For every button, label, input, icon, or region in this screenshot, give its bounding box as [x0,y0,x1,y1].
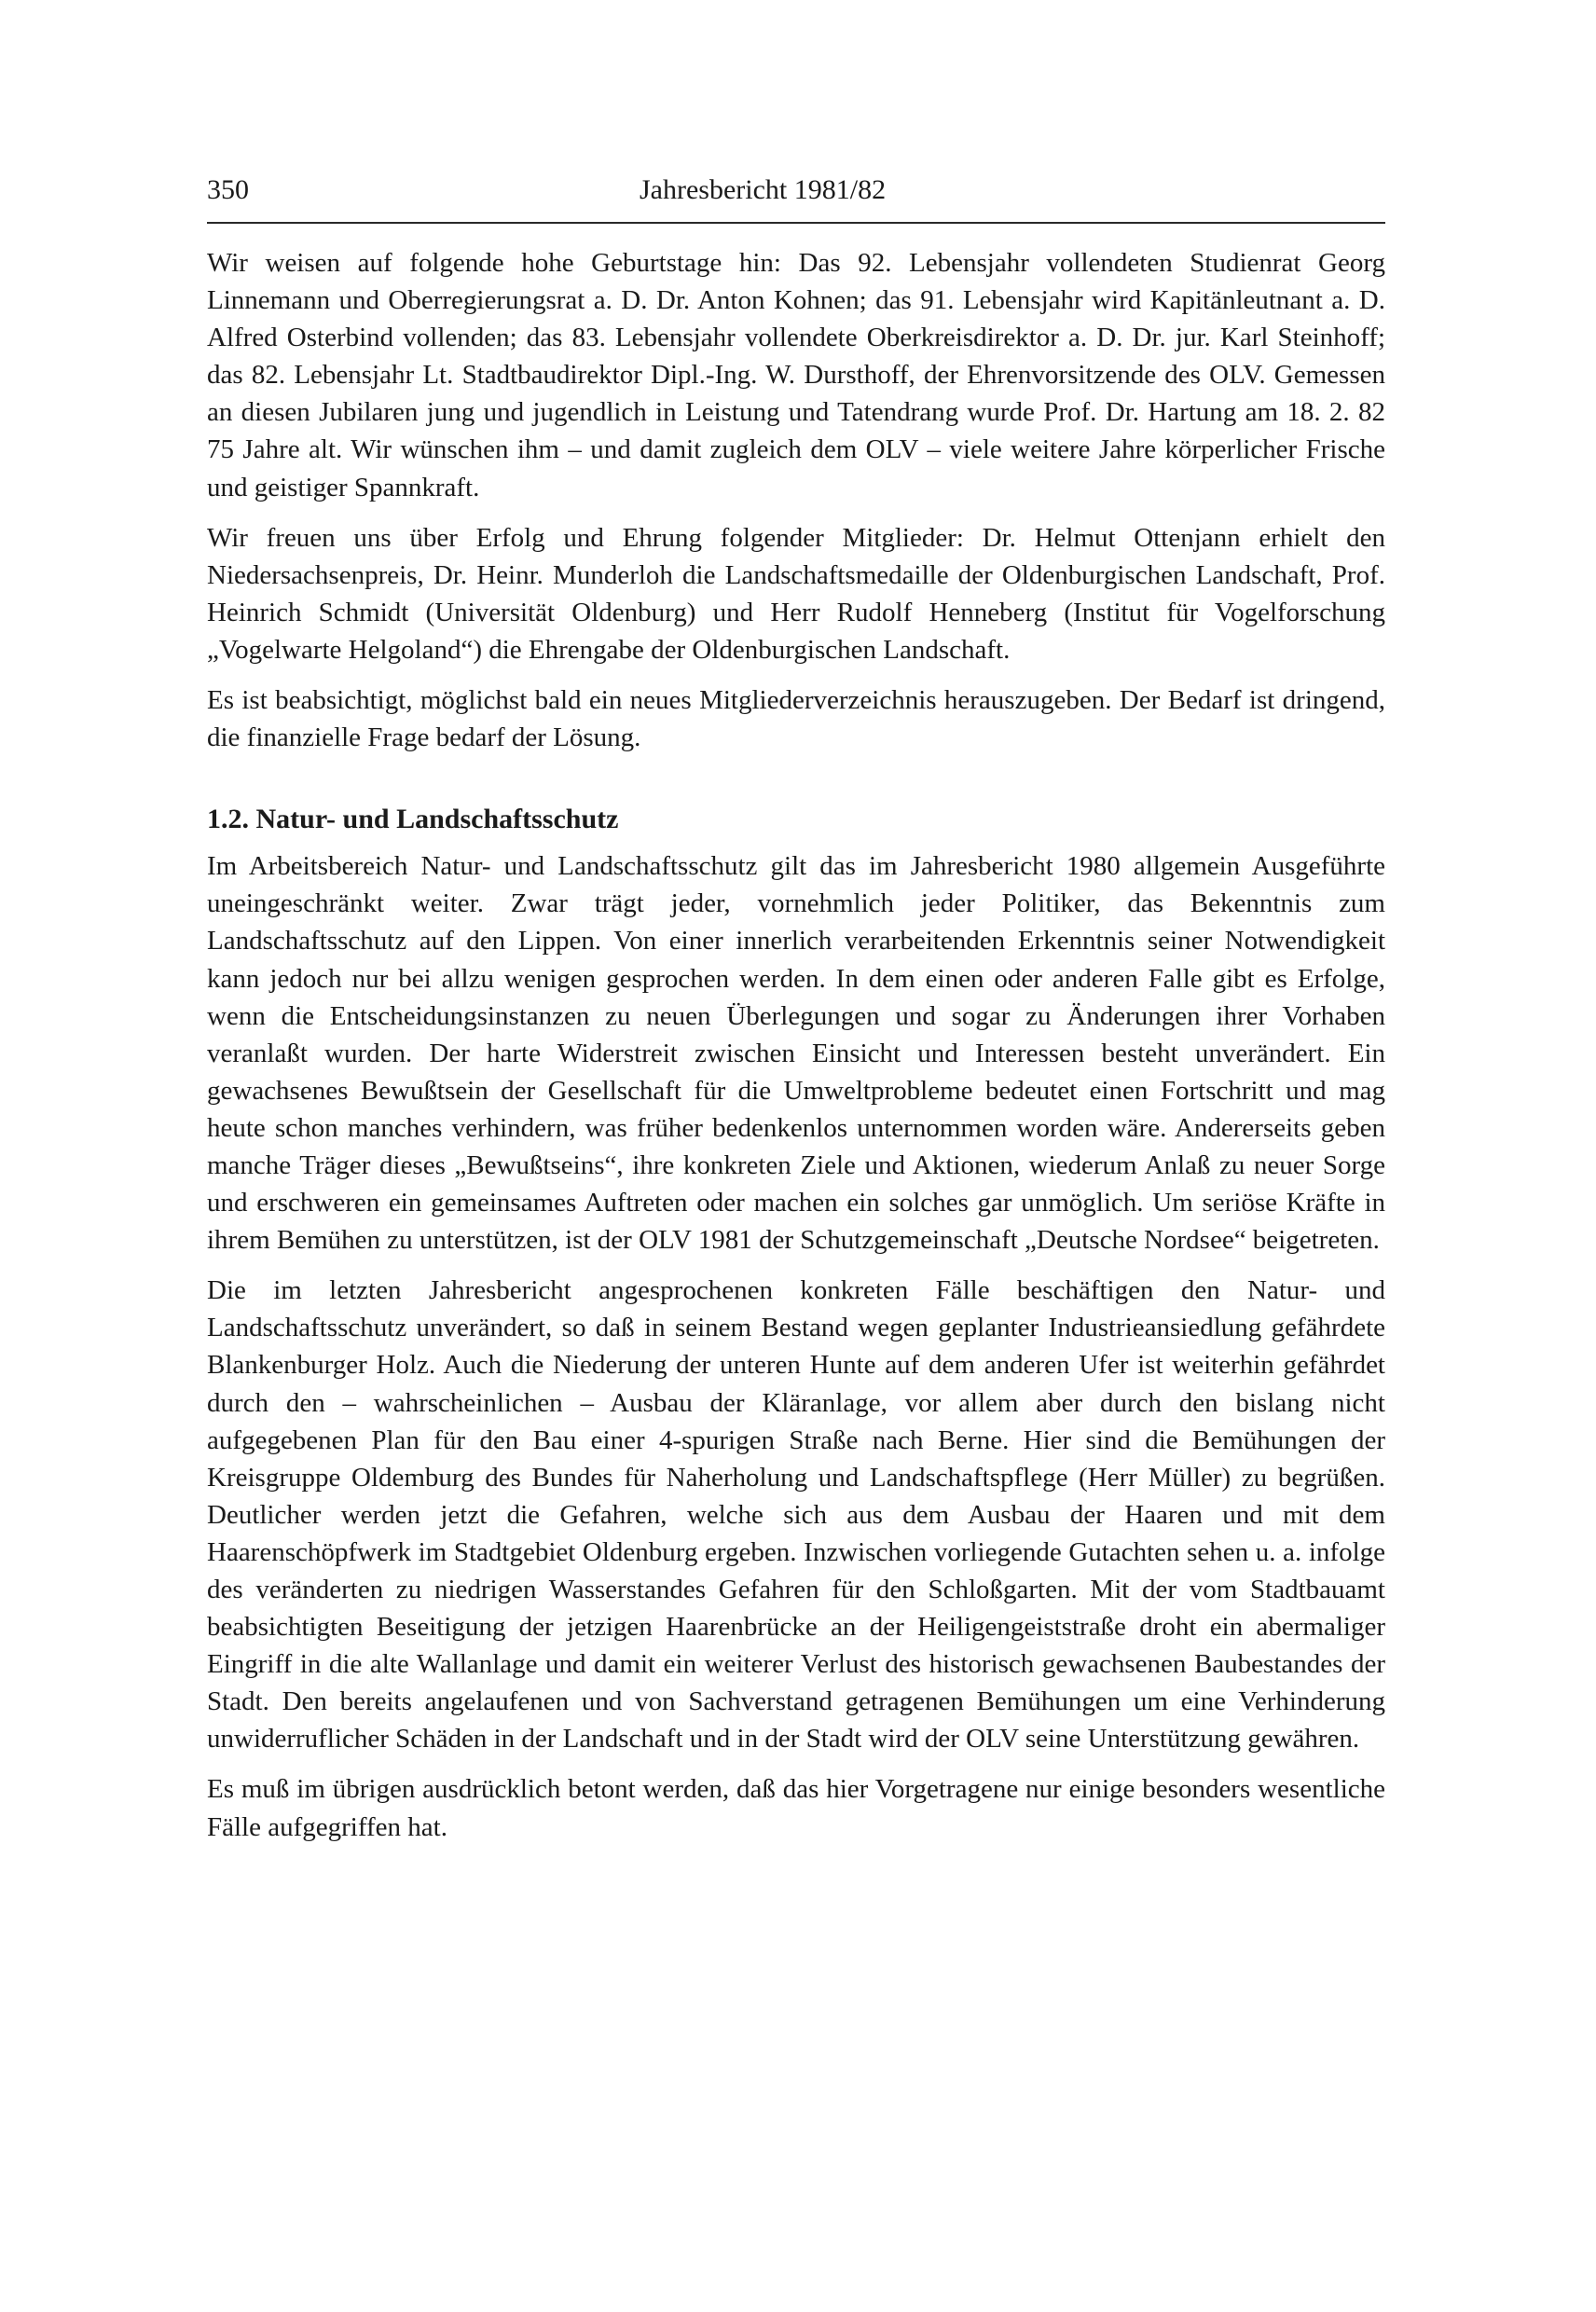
paragraph-specific-cases: Die im letzten Jahresbericht angesprochenen konkreten Fälle beschäftigen den Natur- und Landschaftsschutz unverändert, so daß in seinem Bestand wegen geplanter Industrieansiedlung gefährdete Blankenburger Holz. Auch die Niederung der unteren Hunte auf dem anderen Ufer ist weiterhin gefährdet durch den – wahrscheinlichen – Ausbau der Kläranlage, vor allem aber durch den bislang nicht aufgegebenen Plan für den Bau einer 4-spurigen Straße nach Berne. Hier sind die Bemühungen der Kreisgruppe Oldemburg des Bundes für Naherholung und Landschaftspflege (Herr Müller) zu begrüßen. Deutlicher werden jetzt die Gefahren, welche sich aus dem Ausbau der Haaren und mit dem Haarenschöpfwerk im Stadtgebiet Oldenburg ergeben. Inzwischen vorliegende Gutachten sehen u. a. infolge des veränderten zu niedrigen Wasserstandes Gefahren für den Schloßgarten. Mit der vom Stadtbauamt beabsichtigten Beseitigung der jetzigen Haarenbrücke an der Heiligengeiststraße droht ein abermaliger Eingriff in die alte Wallanlage und damit ein weiterer Verlust des historisch gewachsenen Baubestandes der Stadt. Den bereits angelaufenen und von Sachverstand getragenen Bemühungen um eine Verhinderung unwiderruflicher Schäden in der Landschaft und in der Stadt wird der OLV seine Unterstützung gewähren. [207,1275,1385,1755]
header-rule [207,222,1385,224]
book-page [207,168,1385,1846]
paragraph-member-directory: Es ist beabsichtigt, möglichst bald ein neues Mitgliederverzeichnis herauszugeben. Der Bedarf ist dringend, die finanzielle Frage bedarf der Lösung. [207,685,1385,753]
running-head [207,168,1385,213]
paragraph-birthdays: Wir weisen auf folgende hohe Geburtstage hin: Das 92. Lebensjahr vollendeten Studienrat Georg Linnemann und Oberregierungsrat a. D. Dr. Anton Kohnen; das 91. Lebensjahr wird Kapitänleutnant a. D. Alfred Osterbind vollenden; das 83. Lebensjahr vollendete Oberkreisdirektor a. D. Dr. jur. Karl Steinhoff; das 82. Lebensjahr Lt. Stadtbaudirektor Dipl.-Ing. W. Dursthoff, der Ehrenvorsitzende des OLV. Gemessen an diesen Jubilaren jung und jugendlich in Leistung und Tatendrang wurde Prof. Dr. Hartung am 18. 2. 82 75 Jahre alt. Wir wünschen ihm – und damit zugleich dem OLV – viele weitere Jahre körperlicher Frische und geistiger Spannkraft. [207,248,1385,502]
paragraph-nature-protection: Im Arbeitsbereich Natur- und Landschaftsschutz gilt das im Jahresbericht 1980 allgemein Ausgeführte uneingeschränkt weiter. Zwar trägt jeder, vornehmlich jeder Politiker, das Bekenntnis zum Landschaftsschutz auf den Lippen. Von einer innerlich verarbeitenden Erkenntnis seiner Notwendigkeit kann jedoch nur bei allzu wenigen gesprochen werden. In dem einen oder anderen Falle gibt es Erfolge, wenn die Entscheidungsinstanzen zu neuen Überlegungen und sogar zu Änderungen ihrer Vorhaben veranlaßt wurden. Der harte Widerstreit zwischen Einsicht und Interessen besteht unverändert. Ein gewachsenes Bewußtsein der Gesellschaft für die Umweltprobleme bedeutet einen Fortschritt und mag heute schon manches verhindern, was früher bedenkenlos unternommen worden wäre. Andererseits geben manche Träger dieses „Bewußtseins“, ihre konkreten Ziele und Aktionen, wiederum Anlaß zu neuer Sorge und erschweren ein gemeinsames Auftreten oder machen ein solches gar unmöglich. Um seriöse Kräfte in ihrem Bemühen zu unterstützen, ist der OLV 1981 der Schutzgemeinschaft „Deutsche Nordsee“ beigetreten. [207,851,1385,1256]
section-heading: 1.2. Natur- und Landschaftsschutz [207,804,619,835]
paragraph-honors: Wir freuen uns über Erfolg und Ehrung folgender Mitglieder: Dr. Helmut Ottenjann erhielt den Niedersachsenpreis, Dr. Heinr. Munderloh die Landschaftsmedaille der Oldenburgischen Landschaft, Prof. Heinrich Schmidt (Universität Oldenburg) und Herr Rudolf Henneberg (Institut für Vogelforschung „Vogelwarte Helgoland“) die Ehrengabe der Oldenburgischen Landschaft. [207,522,1385,665]
page-number: 350 [207,174,249,205]
paragraph-closing-note: Es muß im übrigen ausdrücklich betont werden, daß das hier Vorgetragene nur einige besonders wesentliche Fälle aufgegriffen hat. [207,1774,1385,1842]
running-head-title: Jahresbericht 1981/82 [640,174,887,205]
